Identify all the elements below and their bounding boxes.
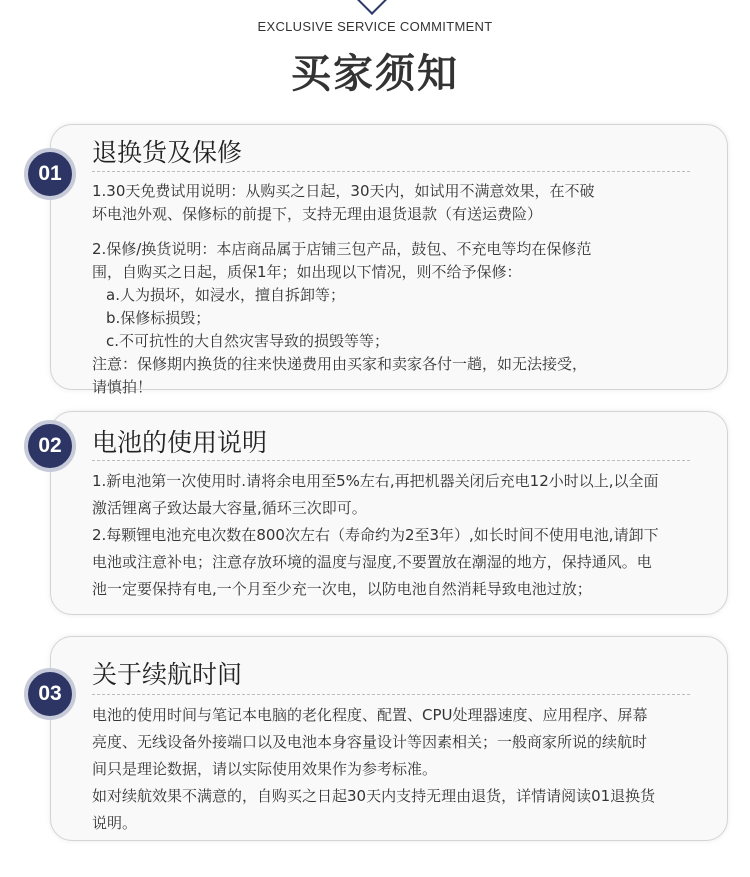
body-line: 2.保修/换货说明：本店商品属于店铺三包产品，鼓包、不充电等均在保修范 [92, 240, 592, 258]
section-content-returns [50, 124, 728, 396]
top-chevron-icon [355, 0, 389, 15]
section-title: 退换货及保修 [92, 138, 243, 167]
body-line: 如对续航效果不满意的，自购买之日起30天内支持无理由退货，详情请阅读01退换货 [92, 787, 656, 805]
section-divider [92, 460, 690, 461]
body-line: 亮度、无线设备外接端口以及电池本身容量设计等因素相关；一般商家所说的续航时 [92, 733, 648, 751]
body-line: 池一定要保持有电,一个月至少充一次电，以防电池自然消耗导致电池过放； [92, 580, 592, 598]
body-line: 1.30天免费试用说明：从购买之日起，30天内，如试用不满意效果，在不破 [92, 182, 595, 200]
body-line: 电池的使用时间与笔记本电脑的老化程度、配置、CPU处理器速度、应用程序、屏幕 [92, 706, 648, 724]
section-content-battery-life [50, 636, 728, 841]
body-line: 间只是理论数据，请以实际使用效果作为参考标准。 [92, 760, 438, 778]
body-line: 电池或注意补电；注意存放环境的温度与湿度,不要置放在潮湿的地方，保持通风。电 [92, 553, 652, 571]
page-title: 买家须知 [291, 51, 459, 97]
section-number-badge: 01 [24, 148, 76, 200]
header-subtitle: EXCLUSIVE SERVICE COMMITMENT [257, 19, 493, 34]
body-line: 激活锂离子致达最大容量,循环三次即可。 [92, 499, 367, 517]
section-number-badge: 03 [24, 668, 76, 720]
section-number-badge: 02 [24, 420, 76, 472]
body-line: c.不可抗性的大自然灾害导致的损毁等等； [106, 332, 390, 350]
section-divider [92, 171, 690, 172]
section-body [92, 180, 698, 399]
body-line: 围，自购买之日起，质保1年；如出现以下情况，则不给予保修： [92, 263, 522, 281]
body-line: 注意：保修期内换货的往来快递费用由买家和卖家各付一趟，如无法接受， [92, 355, 588, 373]
section-title: 电池的使用说明 [92, 428, 268, 457]
section-title: 关于续航时间 [92, 660, 243, 689]
section-body [92, 702, 698, 837]
body-line: b.保修标损毁； [106, 309, 211, 327]
body-line: 说明。 [92, 814, 138, 832]
body-line: 坏电池外观、保修标的前提下，支持无理由退货退款（有送运费险） [92, 205, 543, 223]
section-content-battery-usage [50, 411, 728, 615]
body-line: 2.每颗锂电池充电次数在800次左右（寿命约为2至3年）,如长时间不使用电池,请卸下 [92, 526, 659, 544]
body-line: 1.新电池第一次使用时.请将余电用至5%左右,再把机器关闭后充电12小时以上,以全面 [92, 472, 659, 490]
section-body [92, 468, 698, 603]
body-line: a.人为损坏，如浸水，擅自拆卸等； [106, 286, 345, 304]
body-line: 请慎拍！ [92, 378, 153, 396]
section-divider [92, 694, 690, 695]
